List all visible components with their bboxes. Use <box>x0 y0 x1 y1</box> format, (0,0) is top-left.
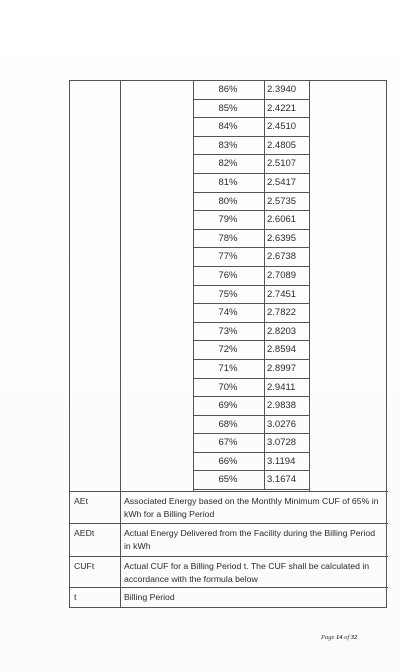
table-row <box>193 304 309 323</box>
cuf-value: 2.7089 <box>267 269 297 281</box>
table-row <box>193 286 309 305</box>
cuf-percent: 85% <box>218 102 238 114</box>
definition-text: Billing Period <box>124 592 175 602</box>
definition-row <box>70 587 388 607</box>
table-row <box>193 323 309 342</box>
cell-divider <box>264 453 265 471</box>
cuf-value: 2.5107 <box>267 158 297 170</box>
cuf-value: 2.4221 <box>267 102 297 114</box>
cell-divider <box>264 341 265 359</box>
cuf-percent: 72% <box>218 344 238 356</box>
cell-divider <box>264 155 265 173</box>
definition-symbol: t <box>74 592 77 602</box>
cuf-percent: 86% <box>218 84 238 95</box>
definition-row <box>70 523 388 556</box>
table-row <box>193 155 309 174</box>
cuf-value: 2.9838 <box>267 400 297 412</box>
definition-symbol: AEDt <box>74 528 95 538</box>
page-current: 14 <box>335 634 343 641</box>
cuf-value: 2.8997 <box>267 362 297 374</box>
page-number <box>321 634 357 641</box>
cuf-percent: 79% <box>218 214 238 226</box>
definition-text: Associated Energy based on the Monthly Minimum CUF of 65% in kWh for a Billing Period <box>124 496 379 519</box>
table-row <box>193 193 309 212</box>
table-row <box>193 416 309 435</box>
cell-divider <box>264 193 265 211</box>
cell-divider <box>264 174 265 192</box>
cell-divider <box>120 588 121 608</box>
table-row <box>193 118 309 137</box>
cuf-percent: 71% <box>218 362 238 374</box>
cuf-percent: 77% <box>218 251 238 263</box>
cuf-percent: 68% <box>218 418 238 430</box>
cuf-value: 2.8203 <box>267 325 297 337</box>
cell-divider <box>264 397 265 415</box>
cuf-value: 2.6395 <box>267 232 297 244</box>
cuf-percent: 66% <box>218 455 238 467</box>
table-row <box>193 248 309 267</box>
cell-divider <box>264 416 265 434</box>
cell-divider <box>264 434 265 452</box>
cell-divider <box>264 248 265 266</box>
table-row <box>193 211 309 230</box>
cuf-percent: 80% <box>218 195 238 207</box>
cuf-percent: 84% <box>218 121 238 133</box>
cuf-percent: 81% <box>218 176 238 188</box>
definition-symbol: CUFt <box>74 561 95 571</box>
cuf-percent: 82% <box>218 158 238 170</box>
table-row <box>193 174 309 193</box>
table-row <box>193 360 309 379</box>
cuf-value: 2.5417 <box>267 176 297 188</box>
table-row <box>193 137 309 156</box>
table-column-divider <box>309 81 310 492</box>
percent-value-table <box>193 81 309 490</box>
cell-divider <box>264 286 265 304</box>
cell-divider <box>264 230 265 248</box>
cell-divider <box>120 492 121 524</box>
definition-row <box>70 491 388 523</box>
page-total: 32 <box>350 634 358 641</box>
cuf-value: 2.9411 <box>267 381 296 393</box>
cuf-value: 3.1194 <box>267 455 296 467</box>
table-row <box>193 379 309 398</box>
cuf-value: 3.0276 <box>267 418 297 430</box>
cell-divider <box>264 100 265 118</box>
cuf-value: 2.4805 <box>267 139 297 151</box>
cell-divider <box>264 81 265 99</box>
table-row <box>193 100 309 119</box>
cuf-percent: 83% <box>218 139 238 151</box>
cell-divider <box>264 360 265 378</box>
table-row <box>193 341 309 360</box>
definition-symbol: AEt <box>74 496 89 506</box>
table-row <box>193 397 309 416</box>
cuf-percent: 69% <box>218 400 238 412</box>
table-row <box>193 230 309 249</box>
cuf-percent: 67% <box>218 437 238 449</box>
cuf-value: 2.5735 <box>267 195 297 207</box>
cell-divider <box>264 118 265 136</box>
cuf-value: 2.4510 <box>267 121 297 133</box>
table-row <box>193 434 309 453</box>
cuf-value: 2.6061 <box>267 214 297 226</box>
cuf-percent: 76% <box>218 269 238 281</box>
cell-divider <box>264 211 265 229</box>
table-row <box>193 471 309 490</box>
page-of: of <box>344 634 350 641</box>
cuf-value: 2.6738 <box>267 251 297 263</box>
definition-text: Actual Energy Delivered from the Facility during the Billing Period in kWh <box>124 528 376 551</box>
cuf-percent: 65% <box>218 474 238 486</box>
cuf-value: 3.1674 <box>267 474 297 486</box>
cuf-percent: 73% <box>218 325 238 337</box>
page-prefix: Page <box>321 634 335 641</box>
cuf-value: 2.3940 <box>267 84 297 95</box>
definition-text: Actual CUF for a Billing Period t. The CUF shall be calculated in accordance with the formula below <box>124 561 370 584</box>
table-column-divider <box>120 81 121 492</box>
cuf-value: 2.7451 <box>267 288 297 300</box>
cell-divider <box>264 267 265 285</box>
cell-divider <box>264 379 265 397</box>
cell-divider <box>264 471 265 489</box>
cell-divider <box>264 323 265 341</box>
table-row <box>193 81 309 100</box>
cuf-value: 2.8594 <box>267 344 297 356</box>
cuf-percent: 74% <box>218 307 238 319</box>
table-row <box>193 453 309 472</box>
cuf-percent: 78% <box>218 232 238 244</box>
table-row <box>193 267 309 286</box>
definition-row <box>70 556 388 587</box>
cuf-percent: 70% <box>218 381 238 393</box>
cuf-value: 3.0728 <box>267 437 297 449</box>
cell-divider <box>264 304 265 322</box>
cuf-value: 2.7822 <box>267 307 297 319</box>
cell-divider <box>264 137 265 155</box>
cuf-percent: 75% <box>218 288 238 300</box>
cell-divider <box>120 557 121 588</box>
cell-divider <box>120 524 121 557</box>
cuf-table <box>69 80 387 608</box>
